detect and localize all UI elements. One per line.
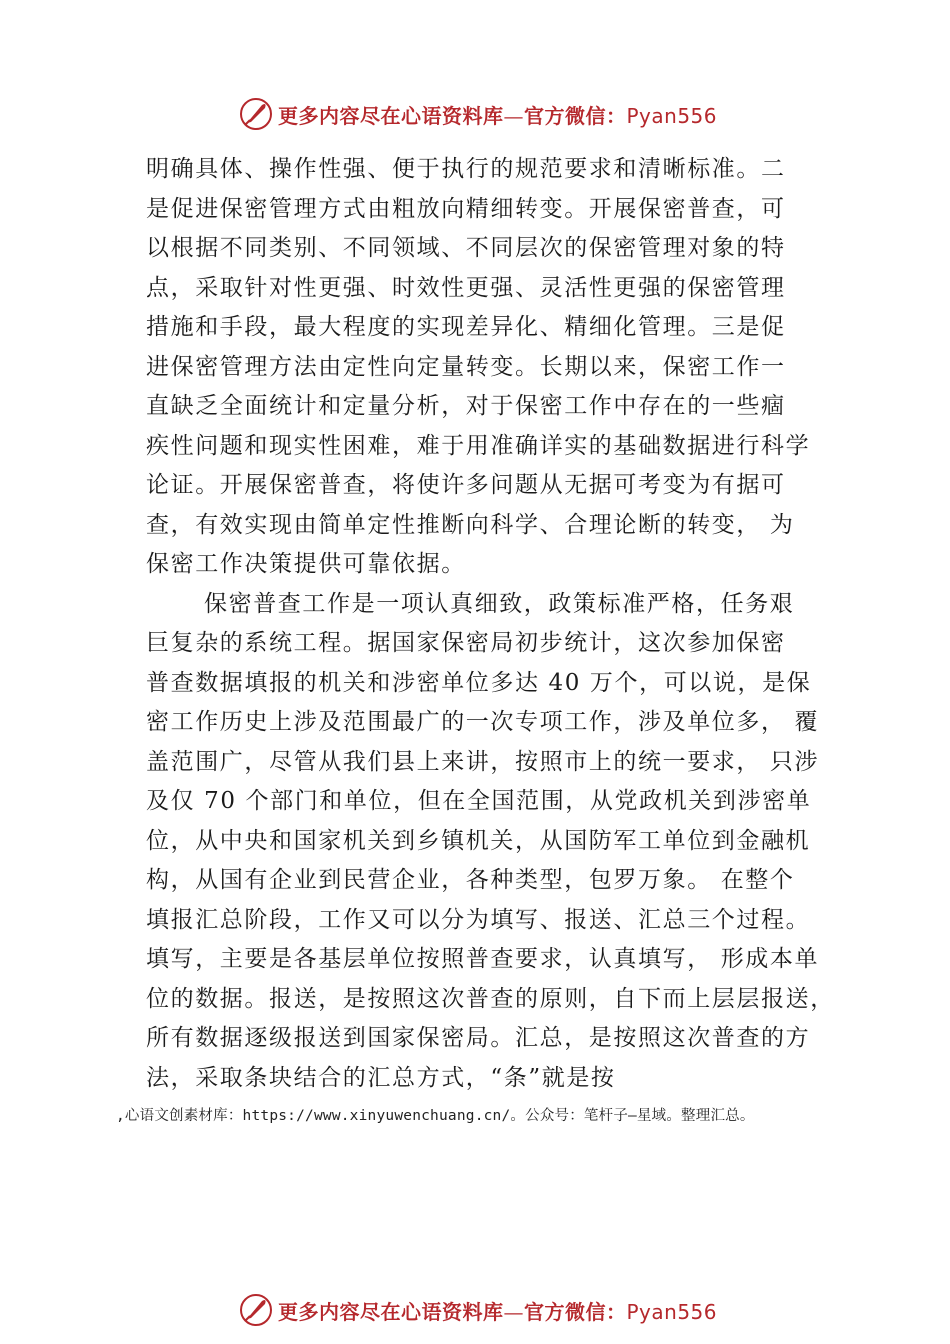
text-line: 位，从中央和国家机关到乡镇机关，从国防军工单位到金融机 xyxy=(146,827,811,854)
header-wechat-id: Pyan556 xyxy=(626,103,718,128)
text-line: 措施和手段，最大程度的实现差异化、精细化管理。三是促 xyxy=(146,314,786,340)
text-line: 以根据不同类别、不同领域、不同层次的保密管理对象的特 xyxy=(146,235,786,261)
source-footnote: ,心语文创素材库：https://www.xinyuwenchuang.cn/。公众号：笔杆子—星域。整理汇总。 xyxy=(116,1108,755,1124)
header-banner xyxy=(238,94,717,134)
header-site-name: 更多内容尽在心语资料库 xyxy=(278,103,504,128)
text-line: 所有数据逐级报送到国家保密局。汇总，是按照这次普查的方 xyxy=(146,1025,811,1051)
footer-wechat-label: 官方微信： xyxy=(524,1299,627,1324)
text-line: 明确具体、操作性强、便于执行的规范要求和清晰标准。二 xyxy=(146,156,786,182)
text-line: 及仅 70 个部门和单位，但在全国范围，从党政机关到涉密单 xyxy=(146,788,812,814)
footer-separator: — xyxy=(503,1299,524,1324)
text-line: 疾性问题和现实性困难，难于用准确详实的基础数据进行科学 xyxy=(146,432,811,459)
text-line: 直缺乏全面统计和定量分析，对于保密工作中存在的一些痼 xyxy=(146,393,786,419)
text-line: 是促进保密管理方式由粗放向精细转变。开展保密普查，可 xyxy=(146,195,786,222)
text-line: 法，采取条块结合的汇总方式，“条”就是按 xyxy=(146,1064,616,1091)
text-line: 保密工作决策提供可靠依据。 xyxy=(146,551,466,577)
text-line: 点，采取针对性更强、时效性更强、灵活性更强的保密管理 xyxy=(146,274,786,301)
text-line: 普查数据填报的机关和涉密单位多达 40 万个，可以说，是保 xyxy=(146,669,812,696)
footer-wechat-id: Pyan556 xyxy=(626,1299,718,1324)
text-line: 查，有效实现由简单定性推断向科学、合理论断的转变， 为 xyxy=(146,511,795,538)
header-separator: — xyxy=(503,103,524,128)
paragraph-start-line: 保密普查工作是一项认真细致，政策标准严格，任务艰 xyxy=(204,590,795,617)
text-line: 进保密管理方法由定性向定量转变。长期以来，保密工作一 xyxy=(146,353,786,380)
footer-banner-text xyxy=(278,1296,717,1325)
header-banner-text xyxy=(278,100,717,129)
text-line: 构，从国有企业到民营企业，各种类型，包罗万象。 在整个 xyxy=(146,867,795,893)
quill-pen-logo-icon xyxy=(238,96,274,132)
header-wechat-label: 官方微信： xyxy=(524,103,627,128)
text-line: 填写，主要是各基层单位按照普查要求，认真填写， 形成本单 xyxy=(146,946,820,972)
footer-banner xyxy=(238,1290,717,1330)
footer-site-name: 更多内容尽在心语资料库 xyxy=(278,1299,504,1324)
text-line: 密工作历史上涉及范围最广的一次专项工作，涉及单位多， 覆 xyxy=(146,709,820,735)
text-line: 巨复杂的系统工程。据国家保密局初步统计，这次参加保密 xyxy=(146,630,786,656)
text-line: 填报汇总阶段，工作又可以分为填写、报送、汇总三个过程。 xyxy=(146,906,811,933)
text-line: 论证。开展保密普查，将使许多问题从无据可考变为有据可 xyxy=(146,472,786,498)
text-line: 盖范围广，尽管从我们县上来讲，按照市上的统一要求， 只涉 xyxy=(146,748,820,775)
text-line: 位的数据。报送，是按照这次普查的原则，自下而上层层报送， xyxy=(146,985,835,1012)
document-body xyxy=(146,150,836,1098)
quill-pen-logo-icon xyxy=(238,1292,274,1328)
